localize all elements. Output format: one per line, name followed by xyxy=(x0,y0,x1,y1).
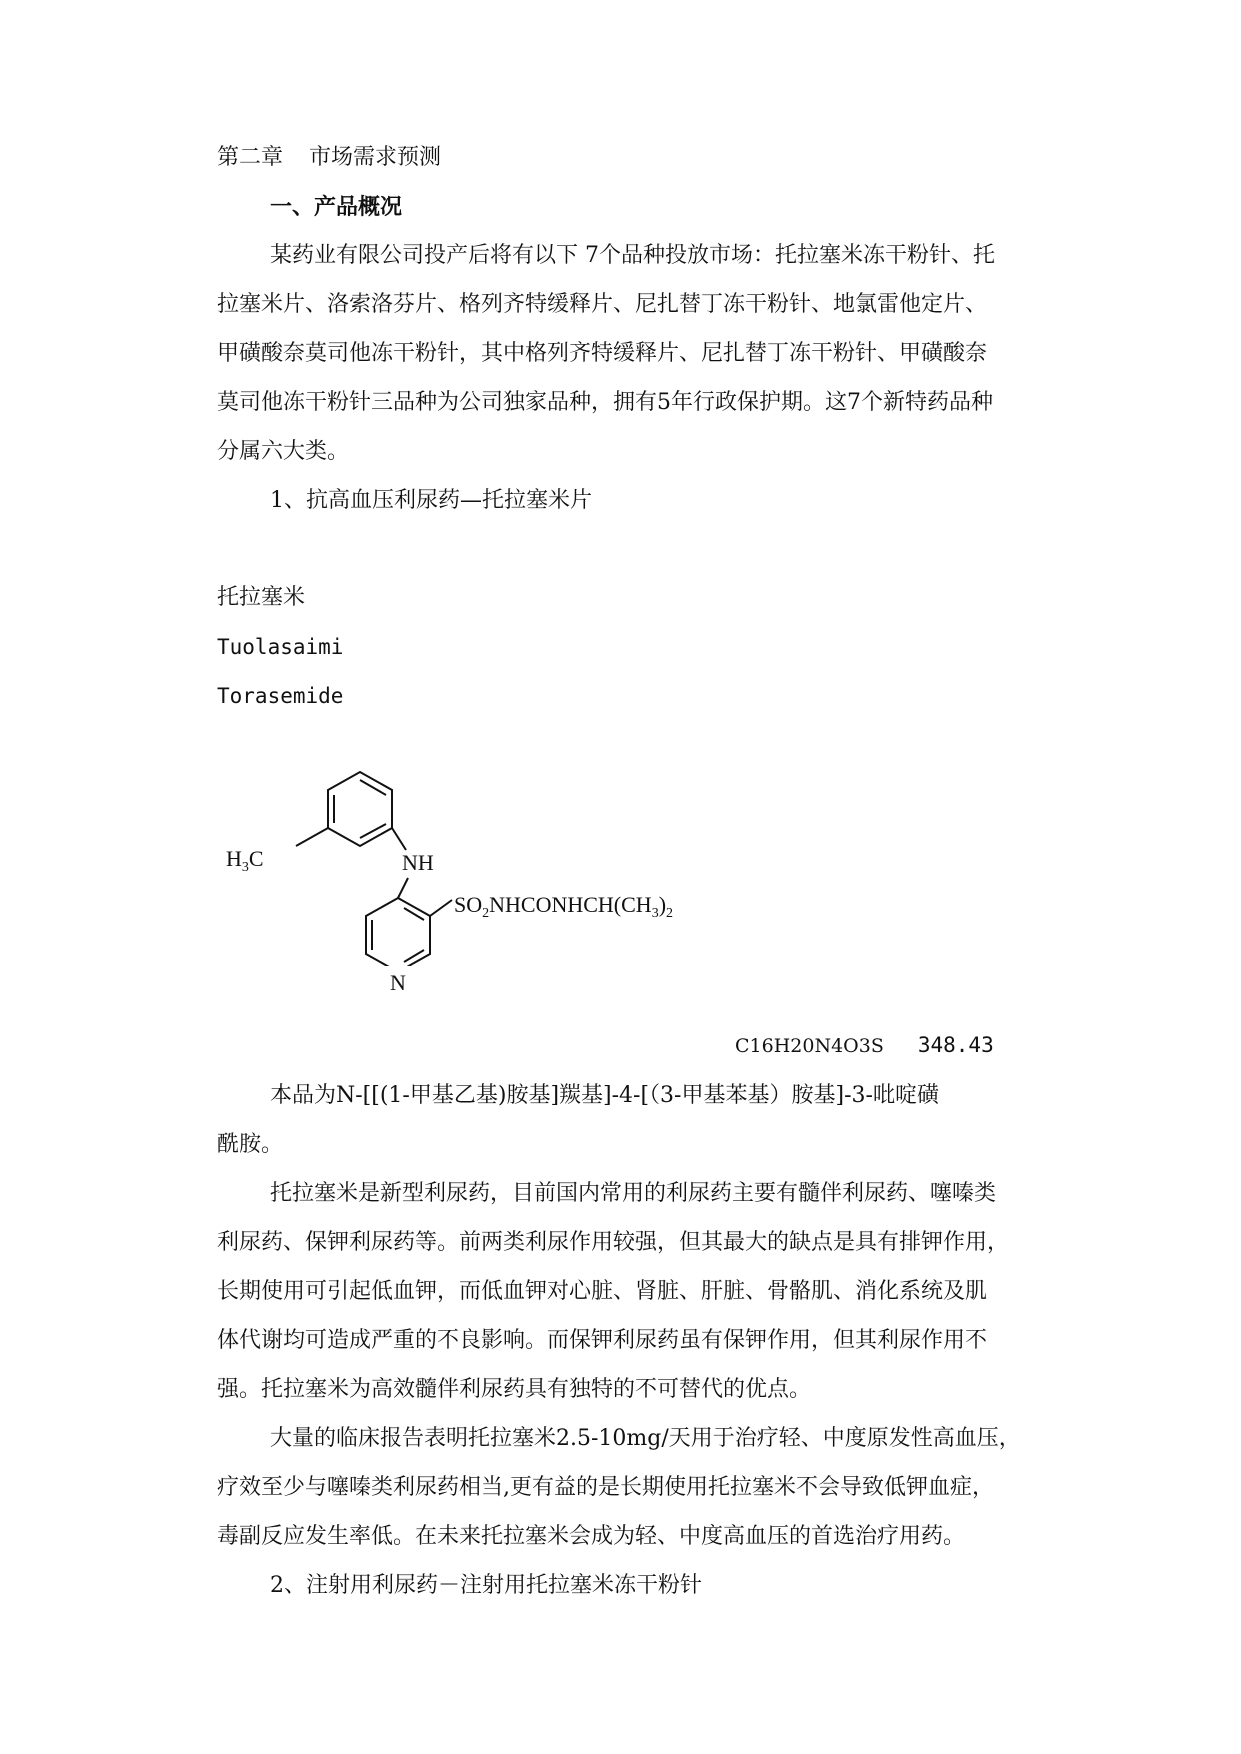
molecular-formula xyxy=(735,1030,994,1061)
methyl-bond xyxy=(296,828,328,846)
molecular-weight: 348.43 xyxy=(917,1033,994,1057)
para3-line-3: 毒副反应发生率低。在未来托拉塞米会成为轻、中度高血压的首选治疗用药。 xyxy=(217,1524,966,1549)
benzene-double-bond xyxy=(360,780,386,795)
para2-line-2: 利尿药、保钾利尿药等。前两类利尿作用较强，但其最大的缺点是具有排钾作用， xyxy=(217,1230,1010,1255)
amine-bond xyxy=(392,828,406,850)
drug-name-pinyin: Tuolasaimi xyxy=(217,635,344,659)
side-chain-label: $SO_2NHCONHCH(CH_3)_2$ xyxy=(454,892,674,921)
para3-line-1: 大量的临床报告表明托拉塞米2.5-10mg/天用于治疗轻、中度原发性高血压， xyxy=(270,1426,1021,1451)
para2-line-1: 托拉塞米是新型利尿药，目前国内常用的利尿药主要有髓伴利尿药、噻嗪类 xyxy=(270,1181,997,1206)
intro-line-3: 甲磺酸奈莫司他冻干粉针，其中格列齐特缓释片、尼扎替丁冻干粉针、甲磺酸奈 xyxy=(217,341,988,366)
para2-line-4: 体代谢均可造成严重的不良影响。而保钾利尿药虽有保钾作用，但其利尿作用不 xyxy=(217,1328,988,1353)
sulfonyl-bond xyxy=(430,900,452,916)
item1-heading: 1、抗高血压利尿药—托拉塞米片 xyxy=(270,488,592,513)
benzene-double-bond xyxy=(360,824,386,838)
chapter-title: 市场需求预测 xyxy=(309,145,442,170)
section-title: 一、产品概况 xyxy=(270,194,403,220)
drug-name-english: Torasemide xyxy=(217,684,344,708)
chapter-number: 第二章 xyxy=(217,145,284,170)
pyridine-ring xyxy=(366,898,430,972)
chapter-heading xyxy=(217,143,441,173)
nh-label: NH xyxy=(402,850,434,875)
benzene-ring xyxy=(328,772,392,846)
para2-line-5: 强。托拉塞米为高效髓伴利尿药具有独特的不可替代的优点。 xyxy=(217,1377,812,1402)
intro-line-2: 拉塞米片、洛索洛芬片、格列齐特缓释片、尼扎替丁冻干粉针、地氯雷他定片、 xyxy=(217,292,988,317)
amine-pyridine-bond xyxy=(398,878,408,898)
intro-line-5: 分属六大类。 xyxy=(217,439,350,464)
ring-n-label: N xyxy=(390,970,406,995)
item2-heading: 2、注射用利尿药－注射用托拉塞米冻干粉针 xyxy=(270,1573,702,1598)
chem-name-line-2: 酰胺。 xyxy=(217,1132,284,1157)
formula-text: C16H20N4O3S xyxy=(735,1035,884,1057)
torasemide-structure-diagram xyxy=(220,770,740,1010)
methyl-label: $H_3C$ xyxy=(226,846,264,875)
para3-line-2: 疗效至少与噻嗪类利尿药相当,更有益的是长期使用托拉塞米不会导致低钾血症， xyxy=(217,1475,994,1500)
chem-name-line-1: 本品为N-[[(1-甲基乙基)胺基]羰基]-4-[（3-甲基苯基）胺基]-3-吡啶磺 xyxy=(270,1083,939,1108)
intro-line-1: 某药业有限公司投产后将有以下 7个品种投放市场：托拉塞米冻干粉针、托 xyxy=(270,243,995,268)
intro-line-4: 莫司他冻干粉针三品种为公司独家品种，拥有5年行政保护期。这7个新特药品种 xyxy=(217,390,993,415)
para2-line-3: 长期使用可引起低血钾，而低血钾对心脏、肾脏、肝脏、骨骼肌、消化系统及肌 xyxy=(217,1279,988,1304)
drug-name-chinese: 托拉塞米 xyxy=(217,585,306,610)
